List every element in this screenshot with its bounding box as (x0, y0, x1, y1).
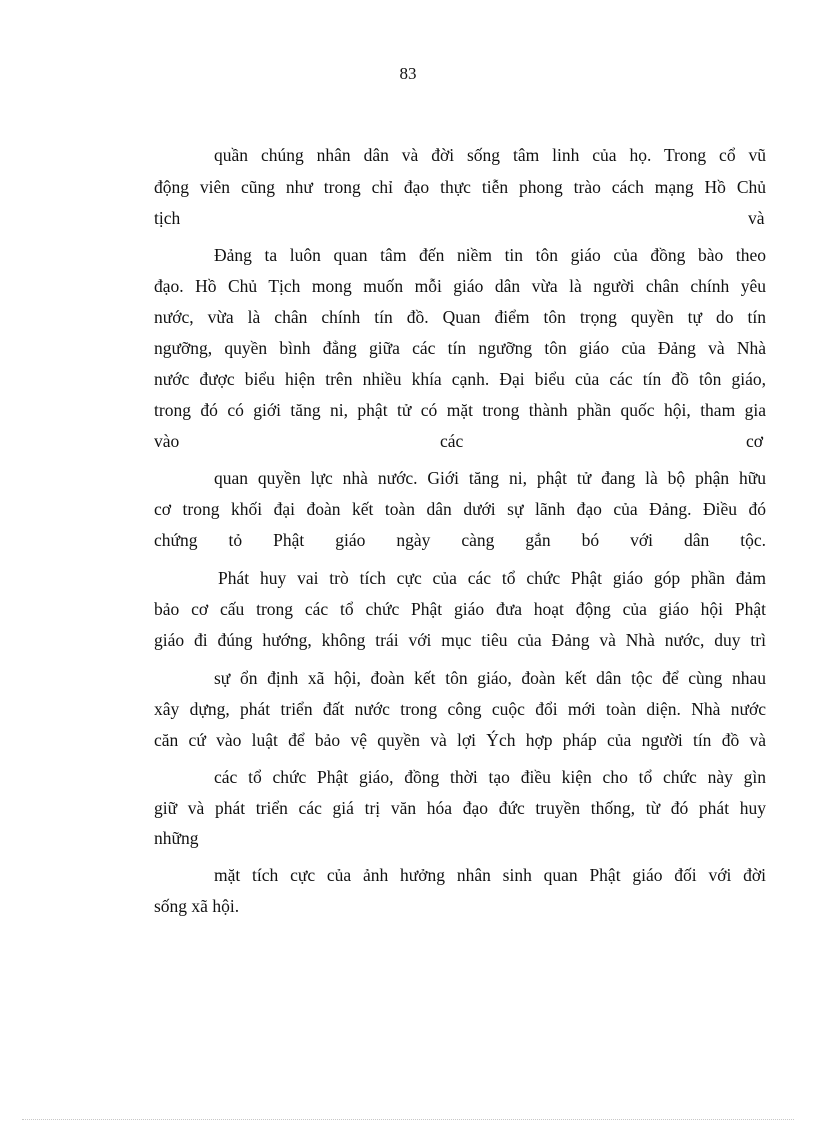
text-line: động viên cũng như trong chỉ đạo thực tiễn phong trào cách mạng Hồ Chủ (154, 177, 766, 197)
text-line: cơ trong khối đại đoàn kết toàn dân dưới sự lãnh đạo của Đảng. Điều đó (154, 499, 766, 519)
text-line: căn cứ vào luật để bảo vệ quyền và lợi Ých hợp pháp của người tín đồ và (154, 730, 766, 750)
text-line: vào (154, 431, 180, 451)
text-line: chứng tỏ Phật giáo ngày càng gắn bó với dân tộc. (154, 530, 766, 550)
text-line: quần chúng nhân dân và đời sống tâm linh của họ. Trong cổ vũ (214, 145, 766, 165)
text-line: quan quyền lực nhà nước. Giới tăng ni, phật tử đang là bộ phận hữu (214, 468, 766, 488)
text-line: tịch (154, 208, 181, 228)
text-line: sự ổn định xã hội, đoàn kết tôn giáo, đoàn kết dân tộc để cùng nhau (214, 668, 766, 688)
text-line: những (154, 828, 199, 848)
text-line: xây dựng, phát triển đất nước trong công cuộc đổi mới toàn diện. Nhà nước (154, 699, 766, 719)
text-line: Đảng ta luôn quan tâm đến niềm tin tôn giáo của đồng bào theo (214, 245, 766, 265)
text-line: giữ và phát triển các giá trị văn hóa đạo đức truyền thống, từ đó phát huy (154, 798, 766, 818)
text-line: nước được biểu hiện trên nhiều khía cạnh. Đại biểu của các tín đồ tôn giáo, (154, 369, 766, 389)
text-line: bảo cơ cấu trong các tổ chức Phật giáo đưa hoạt động của giáo hội Phật (154, 599, 766, 619)
text-line: các tổ chức Phật giáo, đồng thời tạo điều kiện cho tổ chức này gìn (214, 767, 766, 787)
text-line: ngưỡng, quyền bình đẳng giữa các tín ngưỡng tôn giáo của Đảng và Nhà (154, 338, 766, 358)
text-line: các (440, 431, 464, 451)
text-line: cơ (746, 431, 764, 451)
text-line: sống xã hội. (154, 896, 240, 916)
text-line: trong đó có giới tăng ni, phật tử có mặt trong thành phần quốc hội, tham gia (154, 400, 766, 420)
page-number: 83 (399, 64, 417, 83)
text-line: Phát huy vai trò tích cực của các tổ chức Phật giáo góp phần đảm (218, 568, 766, 588)
text-line: và (748, 208, 765, 228)
text-line: đạo. Hồ Chủ Tịch mong muốn mỗi giáo dân vừa là người chân chính yêu (154, 276, 766, 296)
page-bottom-rule (22, 1119, 794, 1120)
text-line: nước, vừa là chân chính tín đồ. Quan điểm tôn trọng quyền tự do tín (154, 307, 766, 327)
text-line: giáo đi đúng hướng, không trái với mục tiêu của Đảng và Nhà nước, duy trì (154, 630, 766, 650)
text-line: mặt tích cực của ảnh hưởng nhân sinh quan Phật giáo đối với đời (214, 865, 766, 885)
